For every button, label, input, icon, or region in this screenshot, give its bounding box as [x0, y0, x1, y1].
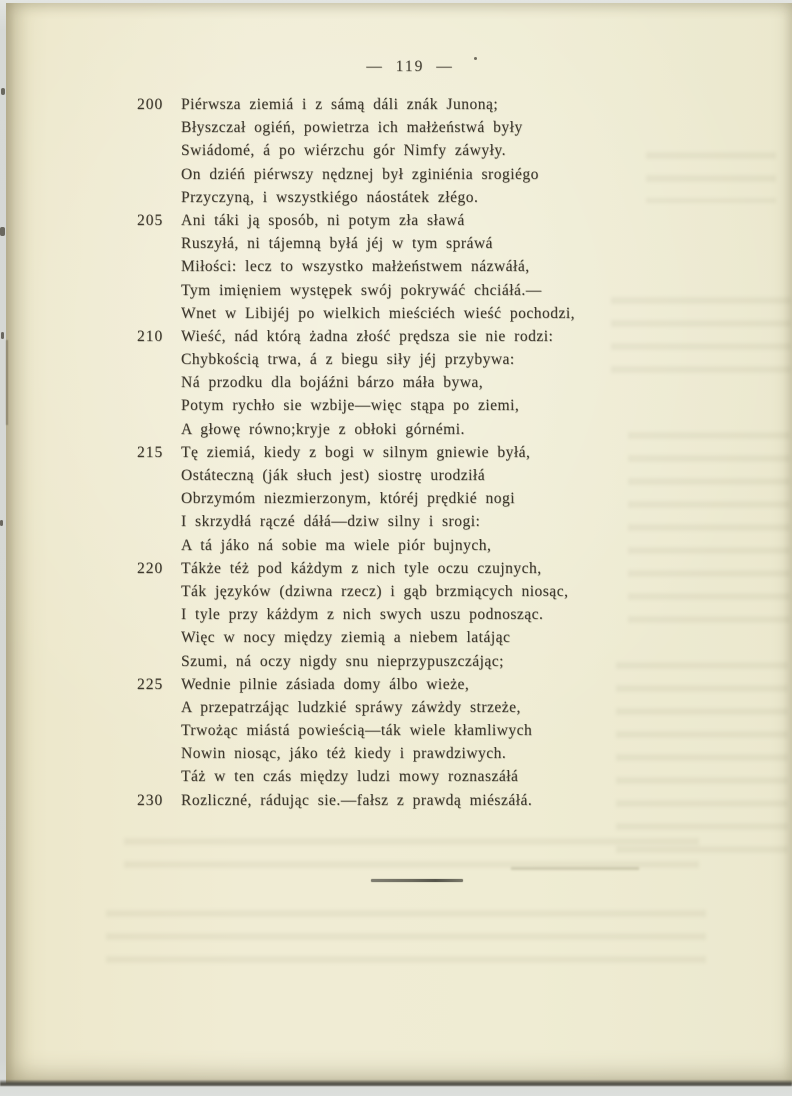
verse-line — [137, 719, 677, 742]
line-number — [137, 580, 181, 603]
line-number — [137, 302, 181, 325]
verse-line — [137, 603, 677, 626]
edge-mark — [0, 227, 5, 236]
verse-line — [137, 789, 677, 812]
line-number: 200 — [137, 96, 164, 113]
line-number: 230 — [137, 791, 164, 809]
verse-line — [137, 279, 677, 302]
line-number: 220 — [137, 559, 164, 577]
line-text: Trwożąc miástá powieścią—ták wiele kłamliwych — [181, 722, 533, 740]
divider-bleed-through — [511, 867, 639, 870]
verse-line — [137, 93, 677, 116]
line-text: Ták języków (dziwna rzecz) i gąb brzmiących niosąc, — [181, 582, 569, 600]
line-text: Miłości: lecz to wszystko małżeństwem názwáłá, — [181, 258, 530, 276]
verse-line — [137, 394, 677, 417]
line-number: 205 — [137, 211, 164, 229]
verse-line — [137, 765, 677, 788]
line-text: I tyle przy káżdym z nich swych uszu podnosząc. — [181, 606, 544, 624]
line-number — [137, 186, 181, 209]
bleed-through-smudge — [106, 901, 706, 971]
verse-line — [137, 348, 677, 371]
book-page — [6, 3, 792, 1084]
verse-line — [137, 139, 677, 162]
line-text: Piérwsza ziemiá i z sámą dáli znák Junoną; — [181, 96, 499, 113]
line-text: On dziéń piérwszy nędznej był zginiénia srogiégo — [181, 165, 539, 183]
line-text: Potym rychło sie wzbije—więc stąpa po ziemi, — [181, 397, 520, 415]
line-text: Więc w nocy między ziemią a niebem latájąc — [181, 629, 511, 647]
line-text: Szumi, ná oczy nigdy snu nieprzypuszczájąc; — [181, 652, 504, 670]
line-number — [137, 279, 181, 302]
edge-mark — [1, 332, 4, 339]
verse-line — [137, 302, 677, 325]
line-number — [137, 487, 181, 510]
verse-line — [137, 626, 677, 649]
line-number: 225 — [137, 675, 164, 693]
line-text: Táż w ten czás między ludzi mowy roznaszáłá — [181, 768, 519, 786]
verse-line — [137, 557, 677, 580]
line-text: Tym imięniem występek swój pokrywáć chciáłá.— — [181, 281, 542, 299]
line-number — [137, 418, 181, 441]
verse-block — [137, 93, 677, 812]
line-number — [137, 742, 181, 765]
edge-mark — [1, 88, 5, 95]
verse-line — [137, 742, 677, 765]
line-text: Tę ziemiá, kiedy z bogi w silnym gniewie byłá, — [181, 443, 531, 461]
verse-line — [137, 441, 677, 464]
line-number — [137, 232, 181, 255]
line-number — [137, 394, 181, 417]
line-text: Wnet w Libijéj po wielkich mieściéch wieść pochodzi, — [181, 304, 576, 322]
line-number: 215 — [137, 443, 164, 461]
verse-line — [137, 209, 677, 232]
verse-line — [137, 487, 677, 510]
line-text: A przepatrzájąc ludzkié spráwy záwżdy strzeże, — [181, 698, 521, 716]
line-number — [137, 255, 181, 278]
line-number — [137, 765, 181, 788]
line-number — [137, 650, 181, 673]
line-text: Tákże téż pod káżdym z nich tyle oczu czujnych, — [181, 559, 542, 577]
edge-streak — [6, 340, 8, 425]
verse-line — [137, 673, 677, 696]
section-divider — [371, 879, 463, 882]
verse-line — [137, 650, 677, 673]
line-text: A tá jáko ná sobie ma wiele piór bujnych, — [181, 536, 492, 554]
line-text: Przyczyną, i wszystkiégo náostátek złégo. — [181, 188, 479, 206]
verse-line — [137, 534, 677, 557]
line-text: Rozliczné, rádując sie.—fałsz z prawdą miészáłá. — [181, 791, 533, 809]
line-number — [137, 371, 181, 394]
verse-line — [137, 232, 677, 255]
line-number — [137, 348, 181, 371]
line-number — [137, 696, 181, 719]
page-bottom-shadow — [0, 1080, 792, 1086]
line-number — [137, 139, 181, 162]
verse-line — [137, 580, 677, 603]
line-text: Ostáteczną (ják słuch jest) siostrę urodziłá — [181, 467, 486, 484]
verse-line — [137, 255, 677, 278]
line-text: I skrzydłá rączé dáłá—dziw silny i srogi: — [181, 513, 481, 531]
verse-line — [137, 371, 677, 394]
verse-line — [137, 510, 677, 533]
line-text: Wednie pilnie zásiada domy álbo wieże, — [181, 675, 470, 693]
line-number — [137, 626, 181, 649]
line-text: A głowę równo;kryje z obłoki górnémi. — [181, 420, 465, 438]
verse-line — [137, 163, 677, 186]
line-number — [137, 163, 181, 186]
line-text: Obrzymóm niezmierzonym, któréj prędkié nogi — [181, 490, 516, 508]
line-number — [137, 603, 181, 626]
line-text: Chybkością trwa, á z biegu siły jéj przybywa: — [181, 351, 515, 369]
line-text: Nowin niosąc, jáko téż kiedy i prawdziwych. — [181, 745, 507, 763]
verse-line — [137, 696, 677, 719]
verse-line — [137, 325, 677, 348]
line-number — [137, 116, 181, 139]
line-number — [137, 534, 181, 557]
line-text: Wieść, nád którą żadna złość prędsza sie nie rodzi: — [181, 327, 554, 345]
line-number — [137, 719, 181, 742]
ink-speck — [474, 57, 477, 60]
edge-mark — [0, 520, 3, 526]
line-text: Ruszyłá, ni tájemną byłá jéj w tym spráwá — [181, 235, 493, 253]
line-text: Ná przodku dla bojáźni bárzo máła bywa, — [181, 374, 484, 392]
line-text: Ani táki ją sposób, ni potym zła sławá — [181, 211, 465, 229]
line-text: Błyszczał ogiéń, powietrza ich małżeństwá były — [181, 119, 523, 137]
line-number: 210 — [137, 327, 164, 345]
verse-line — [137, 116, 677, 139]
verse-line — [137, 186, 677, 209]
line-text: Swiádomé, á po wiérzchu gór Nimfy záwyły. — [181, 142, 506, 160]
verse-line — [137, 418, 677, 441]
verse-line — [137, 464, 677, 487]
page-number-header: — 119 — — [366, 58, 454, 75]
line-number — [137, 464, 181, 487]
line-number — [137, 510, 181, 533]
